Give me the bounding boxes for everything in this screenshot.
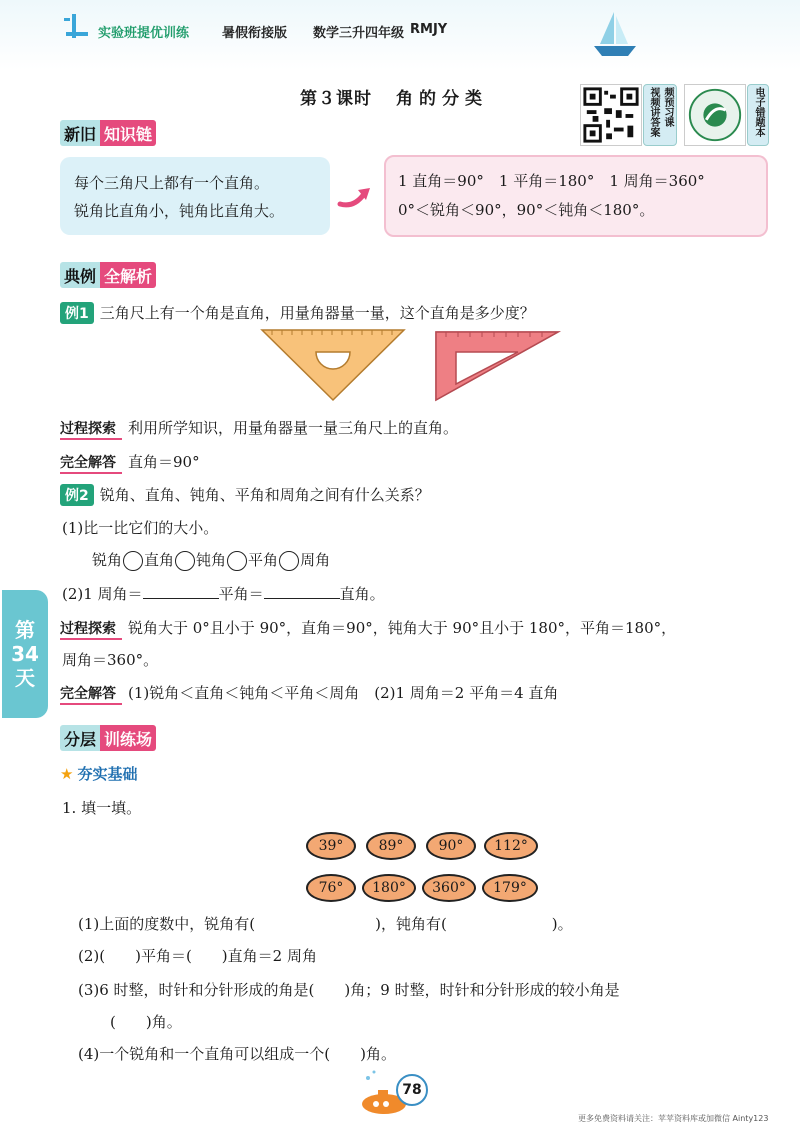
example2-answer: (1)锐角＜直角＜钝角＜平角＜周角 (2)1 周角＝2 平角＝4 直角 bbox=[128, 684, 559, 702]
example2-answer-line bbox=[60, 682, 558, 705]
example2-compare-row bbox=[92, 549, 330, 571]
arrow-right-icon bbox=[336, 178, 376, 214]
knowledge-box-old bbox=[60, 157, 330, 235]
knowledge-box-new bbox=[384, 155, 768, 237]
compare-acute: 锐角 bbox=[92, 551, 123, 569]
qr-video-label-col2: 频预习课 bbox=[662, 87, 673, 127]
degree-ellipse: 76° bbox=[306, 874, 356, 902]
page-number: 78 bbox=[396, 1074, 428, 1106]
example2-label: 例2 bbox=[60, 484, 94, 506]
example1-process: 利用所学知识，用量角器量一量三角尺上的直角。 bbox=[128, 419, 459, 437]
example1-label: 例1 bbox=[60, 302, 94, 324]
compare-full: 周角 bbox=[300, 551, 331, 569]
example1-answer: 直角＝90° bbox=[128, 453, 200, 471]
example1-question: 三角尺上有一个角是直角，用量角器量一量，这个直角是多少度？ bbox=[99, 304, 535, 322]
example2-answer-label: 完全解答 bbox=[60, 683, 122, 705]
degree-ellipse: 112° bbox=[484, 832, 538, 860]
practice-q4: (4)一个锐角和一个直角可以组成一个( )角。 bbox=[78, 1045, 396, 1063]
knowledge-new-line-2: 0°＜锐角＜90°，90°＜钝角＜180°。 bbox=[398, 201, 655, 219]
example2-q2-part2: 平角＝ bbox=[218, 585, 264, 603]
practice-subhead bbox=[60, 763, 137, 784]
section-tab-knowledge-b: 知识链 bbox=[100, 120, 156, 146]
example2-process-l2: 周角＝360°。 bbox=[62, 651, 159, 669]
example2-q1: (1)比一比它们的大小。 bbox=[62, 519, 219, 537]
example2-q2-blank-2[interactable] bbox=[264, 585, 340, 599]
triangle-ruler-1 bbox=[258, 326, 408, 402]
example1-process-label: 过程探索 bbox=[60, 418, 122, 440]
lesson-title bbox=[300, 84, 488, 109]
degree-ellipse: 360° bbox=[422, 874, 476, 902]
example2-q2-part1: (2)1 周角＝ bbox=[62, 585, 143, 603]
section-tab-examples-a: 典例 bbox=[60, 262, 100, 288]
footer-note: 更多免费资料请关注：苹苹资料库或加微信 Ainty123 bbox=[578, 1114, 769, 1123]
compare-obtuse: 钝角 bbox=[196, 551, 227, 569]
day-side-tab bbox=[2, 590, 48, 718]
practice-q-title: 1. 填一填。 bbox=[62, 799, 142, 817]
day-tab-suffix: 天 bbox=[15, 666, 35, 690]
example2-process-label: 过程探索 bbox=[60, 618, 122, 640]
lesson-number: 第３课时 bbox=[300, 89, 372, 109]
degree-ellipse: 179° bbox=[482, 874, 538, 902]
practice-q1: (1)上面的度数中，锐角有( )，钝角有( )。 bbox=[78, 915, 573, 933]
lesson-name: 角的分类 bbox=[396, 89, 488, 109]
degree-ellipse: 89° bbox=[366, 832, 416, 860]
compare-blank-4[interactable] bbox=[279, 551, 299, 571]
qr-code-video[interactable] bbox=[580, 84, 642, 146]
publisher-label: RMJY bbox=[410, 22, 448, 37]
grade-label: 数学三升四年级 bbox=[313, 26, 405, 41]
page-header bbox=[0, 0, 800, 70]
sailboat-icon bbox=[590, 8, 640, 62]
section-tab-practice-b: 训练场 bbox=[100, 725, 156, 751]
day-tab-prefix: 第 bbox=[15, 618, 35, 642]
compare-blank-3[interactable] bbox=[227, 551, 247, 571]
compare-blank-1[interactable] bbox=[123, 551, 143, 571]
example2-question: 锐角、直角、钝角、平角和周角之间有什么关系？ bbox=[99, 486, 430, 504]
degree-ellipse: 39° bbox=[306, 832, 356, 860]
qr-video-label-col1: 视频讲答案 bbox=[648, 87, 659, 137]
section-tab-examples bbox=[60, 262, 156, 288]
example2-q2-part3: 直角。 bbox=[339, 585, 385, 603]
qr-video-label bbox=[643, 84, 677, 146]
example2-process-l1: 锐角大于 0°且小于 90°，直角＝90°，钝角大于 90°且小于 180°，平角＝180°， bbox=[128, 619, 677, 637]
example1-question-line bbox=[60, 302, 535, 324]
section-tab-knowledge-chain bbox=[60, 120, 156, 146]
example2-process-line bbox=[60, 617, 676, 640]
degree-ellipse: 90° bbox=[426, 832, 476, 860]
degree-ellipse: 180° bbox=[362, 874, 416, 902]
section-tab-practice-a: 分层 bbox=[60, 725, 100, 751]
edition-label: 暑假衔接版 bbox=[222, 26, 288, 41]
example1-answer-label: 完全解答 bbox=[60, 452, 122, 474]
practice-q2: (2)( )平角＝( )直角＝2 周角 bbox=[78, 947, 317, 965]
knowledge-old-line-1: 每个三角尺上都有一个直角。 bbox=[74, 174, 270, 192]
compare-blank-2[interactable] bbox=[175, 551, 195, 571]
knowledge-new-line-1: 1 直角＝90° 1 平角＝180° 1 周角＝360° bbox=[398, 172, 705, 190]
section-tab-knowledge-a: 新旧 bbox=[60, 120, 100, 146]
brand-logo-icon bbox=[62, 12, 92, 40]
star-icon: ★ bbox=[60, 765, 74, 783]
brand-name: 实验班提优训练 bbox=[98, 26, 190, 41]
practice-q3-line1: (3)6 时整，时针和分针形成的角是( )角；9 时整，时针和分针形成的较小角是 bbox=[78, 981, 620, 999]
section-tab-examples-b: 全解析 bbox=[100, 262, 156, 288]
example2-q2 bbox=[62, 583, 385, 604]
example2-q2-blank-1[interactable] bbox=[143, 585, 219, 599]
qr-code-error-book[interactable] bbox=[684, 84, 746, 146]
section-tab-practice bbox=[60, 725, 156, 751]
example1-process-line bbox=[60, 417, 458, 440]
compare-right: 直角 bbox=[144, 551, 175, 569]
example1-answer-line bbox=[60, 451, 200, 474]
qr-error-book-text: 电子错题本 bbox=[753, 87, 764, 137]
knowledge-old-line-2: 锐角比直角小，钝角比直角大。 bbox=[74, 202, 285, 220]
example2-question-line bbox=[60, 484, 430, 506]
compare-straight: 平角 bbox=[248, 551, 279, 569]
qr-error-book-label bbox=[747, 84, 769, 146]
practice-q3-line2: ( )角。 bbox=[110, 1013, 182, 1031]
practice-subhead-text: 夯实基础 bbox=[77, 765, 138, 783]
day-tab-number: 34 bbox=[11, 642, 39, 666]
triangle-ruler-2 bbox=[432, 328, 562, 402]
